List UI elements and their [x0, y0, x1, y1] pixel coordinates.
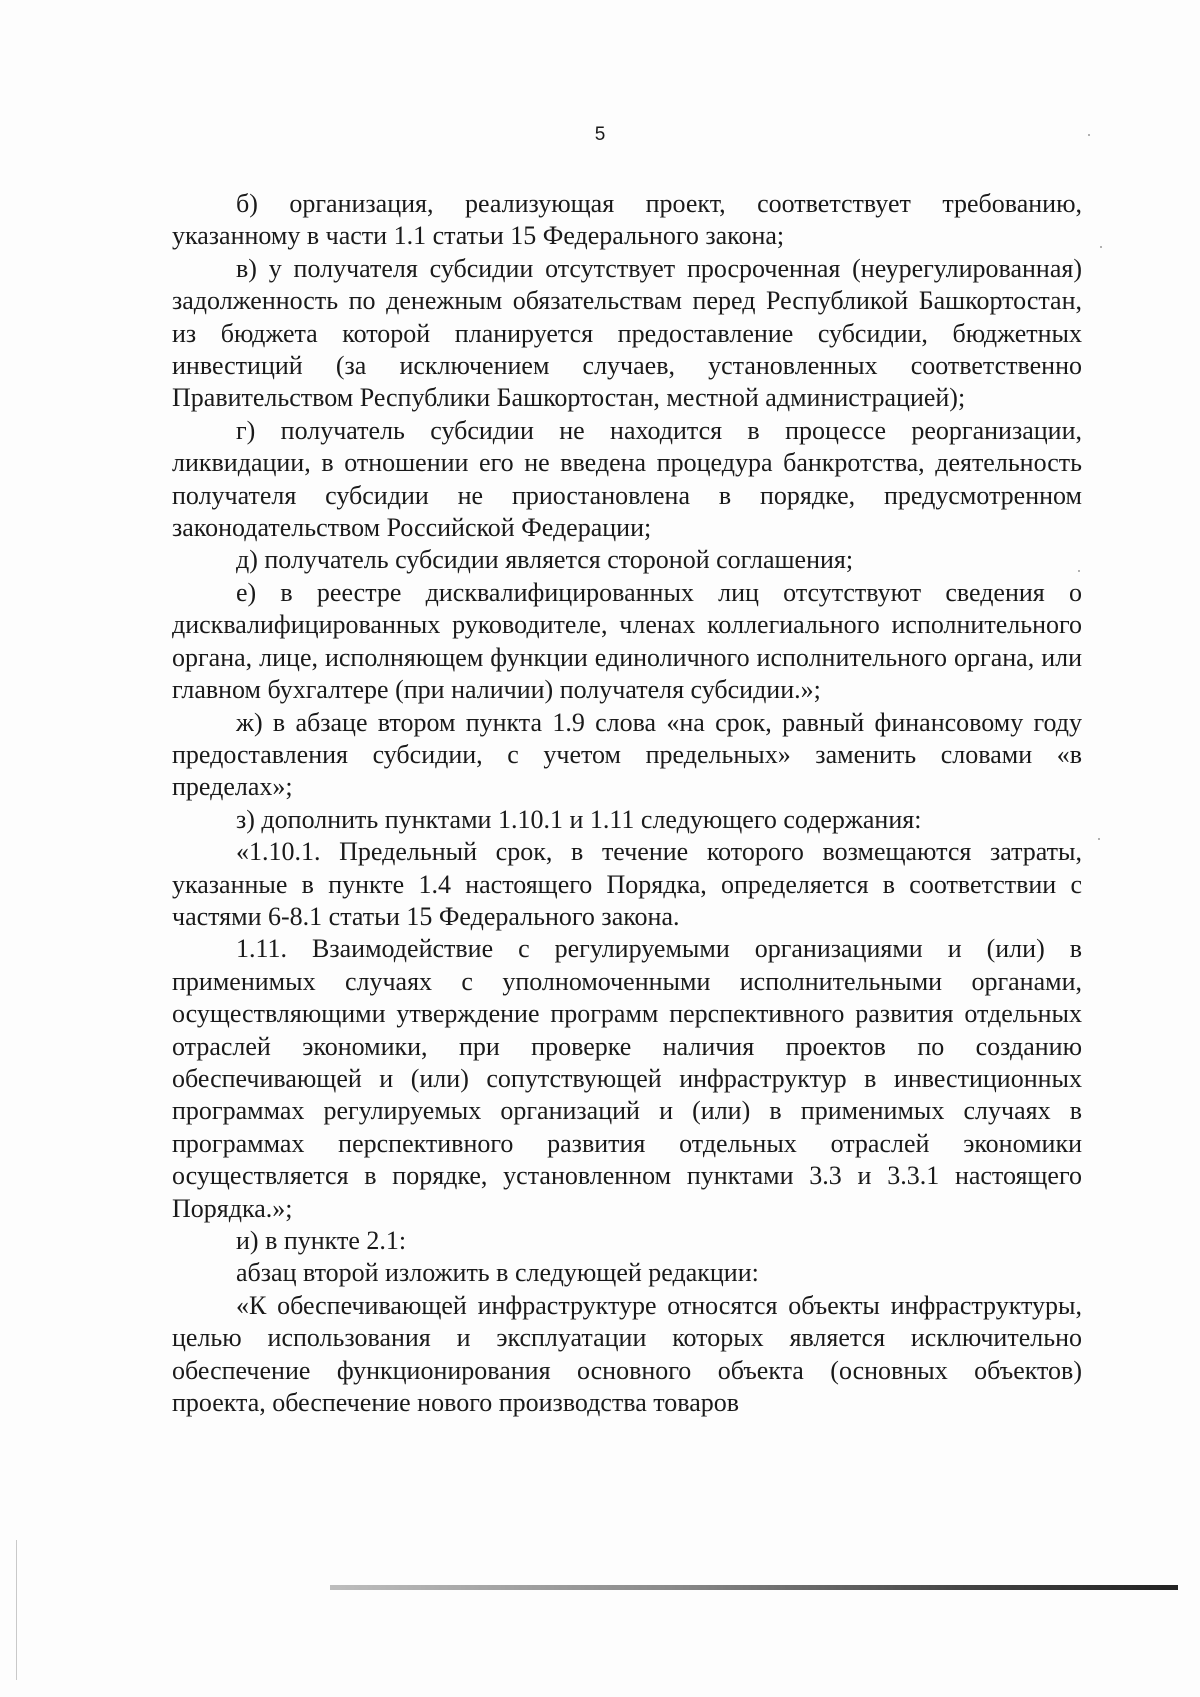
paragraph-v: в) у получателя субсидии отсутствует просроченная (неурегулированная) задолженность по денежным обязательствам перед Республикой Башкортостан, из бюджета которой планируется предоставление субсидии, бюджетных инвестиций (за исключением случаев, установленных соответственно Правительством Республики Башкортостан, местной администрацией); — [172, 253, 1082, 413]
paragraph-g: г) получатель субсидии не находится в процессе реорганизации, ликвидации, в отношении его не введена процедура банкротства, деятельность получателя субсидии не приостановлена в порядке, предусмотренном законодательством Российской Федерации; — [172, 415, 1082, 543]
page-number: 5 — [594, 124, 606, 145]
paragraph-z: з) дополнить пунктами 1.10.1 и 1.11 следующего содержания: — [236, 804, 922, 834]
document-body — [172, 188, 1082, 1419]
paragraph-1-11: 1.11. Взаимодействие с регулируемыми организациями и (или) в применимых случаях с уполномоченными исполнительными органами, осуществляющими утверждение программ перспективного развития отдельных отраслей экономики, при проверке наличия проектов по созданию обеспечивающей и (или) сопутствующей инфраструктур в инвестиционных программах регулируемых организаций и (или) в применимых случаях в программах перспективного развития отдельных отраслей экономики осуществляется в порядке, установленном пунктами 3.3 и 3.3.1 настоящего Порядка.»; — [172, 934, 1082, 1223]
paragraph-k-obespechivayushchey: «К обеспечивающей инфраструктуре относятся объекты инфраструктуры, целью использования и эксплуатации которых является исключительно обеспечение функционирования основного объекта (основных объектов) проекта, обеспечение нового производства товаров — [172, 1290, 1082, 1418]
scan-speck — [1078, 570, 1080, 572]
scan-bottom-edge — [330, 1585, 1178, 1590]
paragraph-abzac-vtoroy: абзац второй изложить в следующей редакции: — [236, 1258, 759, 1288]
paragraph-d: д) получатель субсидии является стороной соглашения; — [236, 545, 854, 575]
scan-speck — [1088, 134, 1090, 136]
paragraph-1-10-1: «1.10.1. Предельный срок, в течение которого возмещаются затраты, указанные в пункте 1.4 настоящего Порядка, определяется в соответствии с частями 6-8.1 статьи 15 Федерального закона. — [172, 837, 1082, 931]
paragraph-e: е) в реестре дисквалифицированных лиц отсутствуют сведения о дисквалифицированных руководителе, членах коллегиального исполнительного органа, лице, исполняющем функции единоличного исполнительного органа, или главном бухгалтере (при наличии) получателя субсидии.»; — [172, 577, 1082, 705]
paragraph-zh: ж) в абзаце втором пункта 1.9 слова «на срок, равный финансовому году предоставления субсидии, с учетом предельных» заменить словами «в пределах»; — [172, 707, 1082, 802]
paragraph-i: и) в пункте 2.1: — [236, 1226, 407, 1255]
scan-speck — [1098, 838, 1100, 840]
paragraph-b: б) организация, реализующая проект, соответствует требованию, указанному в части 1.1 статьи 15 Федерального закона; — [172, 189, 1082, 251]
scan-speck — [1100, 246, 1102, 248]
scan-left-edge — [16, 1540, 17, 1680]
